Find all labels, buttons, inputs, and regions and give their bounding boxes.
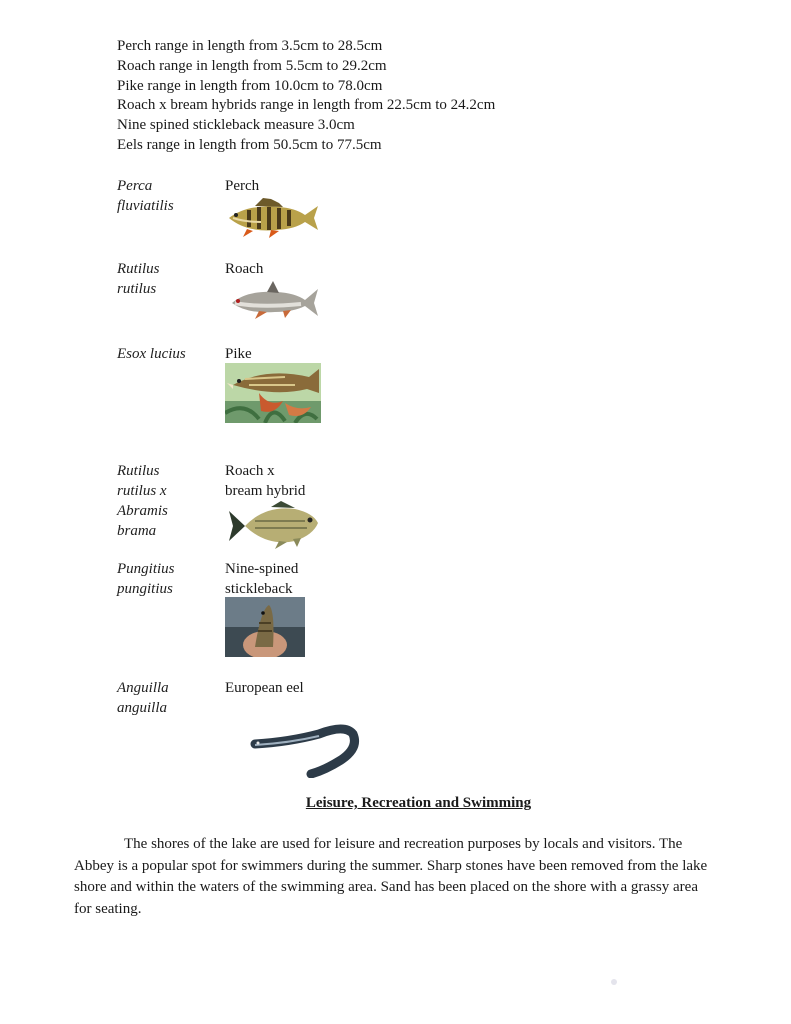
latin-name: Rutilus rutilus bbox=[117, 261, 160, 297]
common-name: Pike bbox=[225, 346, 252, 362]
common-name: Perch bbox=[225, 178, 260, 194]
common-name: Roach x bream hybrid bbox=[225, 463, 306, 499]
length-line-eel: Eels range in length from 50.5cm to 77.5cm bbox=[117, 136, 382, 153]
common-name: Roach bbox=[225, 261, 264, 277]
length-line-stickleback: Nine spined stickleback measure 3.0cm bbox=[117, 117, 355, 134]
eel-image bbox=[249, 712, 361, 778]
common-name: European eel bbox=[225, 680, 304, 696]
length-line-hybrid: Roach x bream hybrids range in length from 22.5cm to 24.2cm bbox=[117, 97, 496, 114]
length-line-roach: Roach range in length from 5.5cm to 29.2cm bbox=[117, 57, 387, 74]
latin-name: Anguilla anguilla bbox=[117, 680, 169, 716]
roach-image bbox=[229, 279, 321, 323]
perch-image bbox=[225, 196, 321, 240]
section-paragraph: The shores of the lake are used for leisure and recreation purposes by locals and visitors. The Abbey is a popular spot for swimmers during the summer. Sharp stones have been removed from the lake shore and within the waters of the swimming area. Sand has been placed on the shore with a grassy area for seating. bbox=[74, 836, 708, 917]
scan-speck bbox=[610, 978, 618, 986]
common-name: Nine-spined stickleback bbox=[225, 561, 299, 597]
pike-image bbox=[225, 363, 321, 423]
latin-name: Esox lucius bbox=[117, 346, 186, 362]
length-line-perch: Perch range in length from 3.5cm to 28.5cm bbox=[117, 38, 383, 54]
section-heading: Leisure, Recreation and Swimming bbox=[305, 795, 532, 811]
roach-bream-hybrid-image bbox=[225, 501, 321, 549]
stickleback-image bbox=[225, 597, 305, 657]
latin-name: Rutilus rutilus x Abramis brama bbox=[117, 463, 168, 539]
length-line-pike: Pike range in length from 10.0cm to 78.0cm bbox=[117, 77, 383, 94]
latin-name: Perca fluviatilis bbox=[117, 178, 174, 214]
latin-name: Pungitius pungitius bbox=[117, 561, 175, 597]
length-list bbox=[117, 37, 495, 156]
